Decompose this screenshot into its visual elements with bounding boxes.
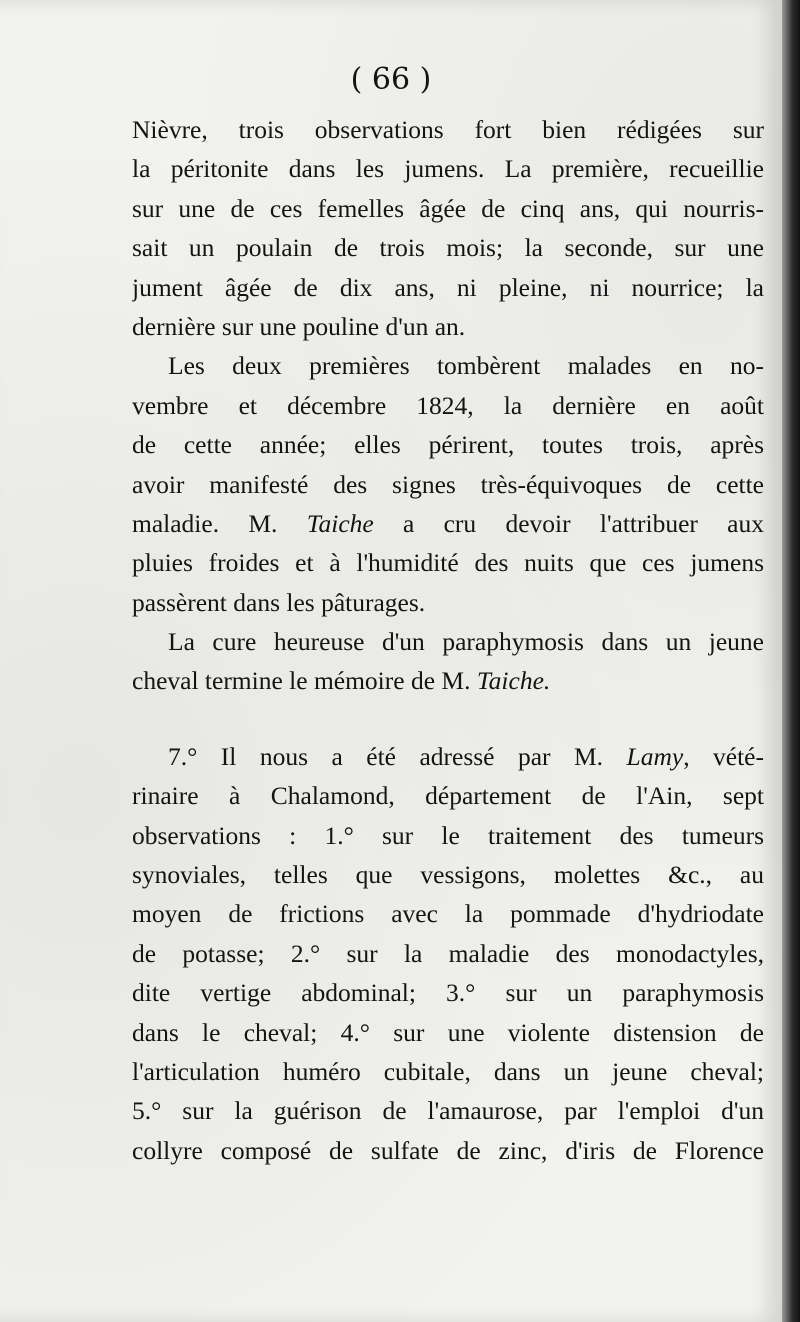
text-line: dite vertige abdominal; 3.° sur un paraphymosis: [132, 978, 764, 1008]
text-line: moyen de frictions avec la pommade d'hydriodate: [132, 899, 764, 929]
text-line: pluies froides et à l'humidité des nuits que ces jumens: [132, 548, 764, 578]
text-line: dernière sur une pouline d'un an.: [132, 311, 466, 341]
text-line: rinaire à Chalamond, département de l'Ain, sept: [132, 781, 764, 811]
text-line: [132, 661, 764, 700]
author-name-taiche: Taiche: [306, 508, 374, 538]
text-line: observations : 1.° sur le traitement des tumeurs: [132, 820, 764, 850]
text-line: la péritonite dans les jumens. La première, recueillie: [132, 154, 764, 184]
paragraph-4: [132, 737, 764, 1170]
text-line: jument âgée de dix ans, ni pleine, ni nourrice; la: [132, 272, 764, 302]
text-fragment: 7.° Il nous a été adressé par M.: [168, 741, 627, 771]
paragraph-3: [132, 622, 764, 701]
text-fragment: maladie. M.: [132, 508, 307, 538]
text-line: de cette année; elles périrent, toutes trois, après: [132, 430, 764, 460]
book-spine-shadow: [782, 0, 800, 1322]
text-line: La cure heureuse d'un paraphymosis dans un jeune: [168, 627, 764, 657]
text-line: sur une de ces femelles âgée de cinq ans, qui nourris-: [132, 193, 764, 223]
text-line: [132, 737, 764, 776]
text-line: synoviales, telles que vessigons, molettes &c., au: [132, 860, 764, 890]
text-line: Nièvre, trois observations fort bien rédigées sur: [132, 115, 764, 144]
author-name-taiche: Taiche.: [476, 666, 551, 696]
text-fragment: a cru devoir l'attribuer aux: [373, 508, 764, 538]
page-number-header: ( 66 ): [350, 62, 432, 97]
text-line: avoir manifesté des signes très-équivoques de cette: [132, 469, 764, 499]
text-line: [132, 504, 764, 543]
text-line: dans le cheval; 4.° sur une violente distension de: [132, 1017, 764, 1047]
section-gap: [132, 701, 764, 737]
text-fragment: , vété-: [683, 741, 764, 771]
text-line: de potasse; 2.° sur la maladie des monodactyles,: [132, 938, 764, 968]
text-line: passèrent dans les pâturages.: [132, 587, 426, 617]
text-line: 5.° sur la guérison de l'amaurose, par l'emploi d'un: [132, 1096, 764, 1126]
text-line: vembre et décembre 1824, la dernière en août: [132, 390, 764, 420]
text-line: collyre composé de sulfate de zinc, d'iris de Florence: [132, 1135, 764, 1165]
author-name-lamy: Lamy: [626, 741, 684, 771]
text-line: Les deux premières tombèrent malades en no-: [168, 351, 764, 381]
paragraph-1: [132, 110, 764, 346]
body-text: [132, 110, 764, 1170]
paragraph-2: [132, 346, 764, 622]
text-fragment: cheval termine le mémoire de M.: [132, 666, 477, 696]
text-line: l'articulation huméro cubitale, dans un jeune cheval;: [132, 1056, 764, 1086]
text-line: sait un poulain de trois mois; la seconde, sur une: [132, 233, 764, 263]
